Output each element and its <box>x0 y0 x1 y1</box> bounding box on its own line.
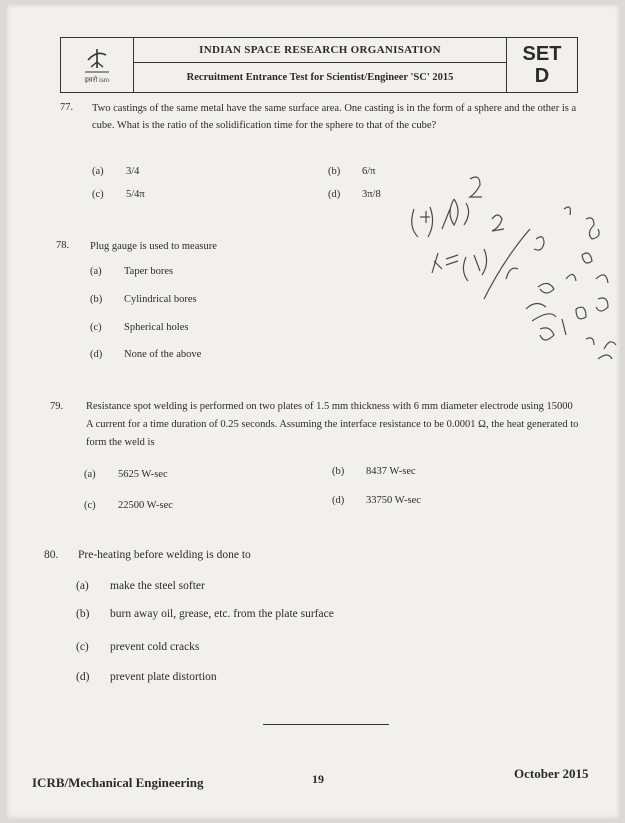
set-label: SET <box>522 43 562 65</box>
option-b <box>328 166 375 177</box>
option-c <box>76 641 199 653</box>
footer-date: October 2015 <box>514 766 589 781</box>
question-stem: Two castings of the same metal have the same surface area. One casting is in the form of a sphere and the other is a cube. What is the ratio of the solidification time for the sphere to that of the cube? <box>92 103 577 131</box>
question-stem: Pre-heating before welding is done to <box>78 549 251 561</box>
option-text: 5/4π <box>126 189 145 200</box>
rocket-logo-icon <box>80 46 114 76</box>
option-b <box>90 294 197 305</box>
option-text: Taper bores <box>124 266 174 277</box>
option-a <box>76 580 205 592</box>
logo-text: इसरो isro <box>84 76 110 84</box>
option-text: make the steel softer <box>110 580 205 592</box>
option-label: (c) <box>92 189 104 200</box>
option-label: (d) <box>328 189 341 200</box>
exam-page <box>6 4 620 819</box>
option-text: Spherical holes <box>124 322 189 333</box>
option-text: 5625 W-sec <box>118 469 168 480</box>
option-label: (b) <box>90 294 103 305</box>
option-text: prevent cold cracks <box>110 641 200 653</box>
option-d <box>332 495 421 506</box>
option-label: (a) <box>92 166 104 177</box>
option-label: (b) <box>76 608 90 620</box>
option-text: burn away oil, grease, etc. from the plate surface <box>110 608 334 620</box>
set-box <box>507 38 577 92</box>
isro-logo <box>61 38 134 92</box>
question-number: 78. <box>56 240 70 251</box>
set-value: D <box>534 65 550 87</box>
option-a <box>90 266 173 277</box>
option-c <box>84 500 173 511</box>
option-text: None of the above <box>124 349 202 360</box>
option-text: 8437 W-sec <box>366 466 416 477</box>
option-label: (d) <box>332 495 345 506</box>
option-b <box>76 608 334 620</box>
question-number: 80. <box>44 549 59 561</box>
option-c <box>90 322 188 333</box>
question-stem: Plug gauge is used to measure <box>90 241 217 252</box>
organisation-name: INDIAN SPACE RESEARCH ORGANISATION <box>134 38 506 63</box>
divider-line <box>263 724 389 725</box>
handwritten-scribbles <box>386 169 621 389</box>
option-label: (b) <box>332 466 345 477</box>
question-stem: Resistance spot welding is performed on two plates of 1.5 mm thickness with 6 mm diameter electrode using 15000 A current for a time duration of 0.25 seconds. Assuming the interface resistance to be 0.0001 Ω, the heat generated to form the weld is <box>86 401 579 448</box>
option-a <box>84 469 168 480</box>
option-text: 3π/8 <box>362 189 381 200</box>
footer-department: ICRB/Mechanical Engineering <box>32 775 204 790</box>
option-label: (a) <box>76 580 89 592</box>
option-c <box>92 189 145 200</box>
option-d <box>76 671 217 683</box>
option-label: (a) <box>84 469 96 480</box>
option-text: Cylindrical bores <box>124 294 197 305</box>
question-number: 77. <box>60 102 74 113</box>
option-text: 6/π <box>362 166 376 177</box>
option-text: 3/4 <box>126 166 140 177</box>
option-text: 22500 W-sec <box>118 500 173 511</box>
option-label: (c) <box>90 322 102 333</box>
option-d <box>328 189 381 200</box>
option-text: prevent plate distortion <box>110 671 217 683</box>
option-b <box>332 466 416 477</box>
page-number: 19 <box>312 772 324 786</box>
option-label: (c) <box>84 500 96 511</box>
option-label: (b) <box>328 166 341 177</box>
option-label: (d) <box>90 349 103 360</box>
option-a <box>92 166 139 177</box>
option-text: 33750 W-sec <box>366 495 421 506</box>
test-title: Recruitment Entrance Test for Scientist/Engineer 'SC' 2015 <box>186 72 454 83</box>
option-label: (c) <box>76 641 89 653</box>
option-label: (d) <box>76 671 90 683</box>
question-number: 79. <box>50 401 64 412</box>
option-d <box>90 349 201 360</box>
header-table <box>60 37 578 93</box>
option-label: (a) <box>90 266 102 277</box>
